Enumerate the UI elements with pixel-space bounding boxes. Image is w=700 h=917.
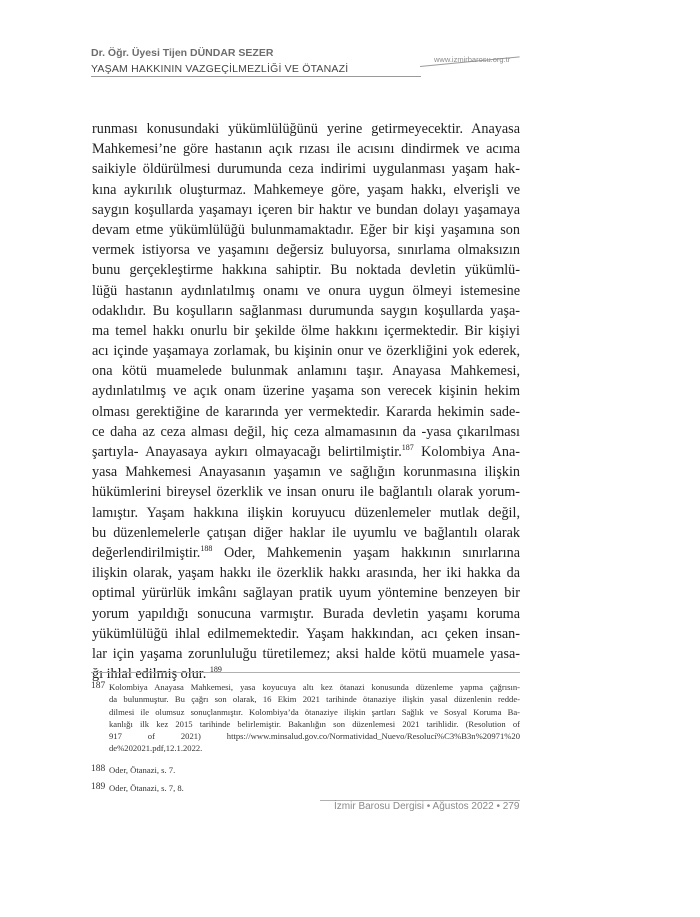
footnote-line: kanlığı ilk kez 2015 tarihinde belirlemiştir. Bakanlığın son düzenlemesi 2021 tarihlidir. (Resolution of — [109, 718, 520, 729]
header-author: Dr. Öğr. Üyesi Tijen DÜNDAR SEZER — [91, 47, 274, 59]
body-line: lar için yaşama zorunluluğu türetilemez; aksi halde kötü muamele yasa- — [92, 645, 520, 662]
footer-journal-page: İzmir Barosu Dergisi • Ağustos 2022 • 279 — [334, 801, 520, 812]
footnote-line: Kolombiya Anayasa Mahkemesi, yasa koyucuya altı kez ötanazi konusunda düzenleme yapma çağrısın- — [109, 682, 520, 692]
footnote-188 — [91, 764, 520, 776]
body-line: yorum yapıldığı sonucuna varmıştır. Burada devletin yaşamı koruma — [92, 605, 520, 622]
body-line: Mahkemesi’ne göre hastanın açık rızası ile acısını dindirmek ve acıma — [92, 141, 520, 158]
footnote-line: Oder, Ötanazi, s. 7. — [109, 765, 176, 775]
body-line: ğı ihlal edilmiş olur. $^{189}$ — [92, 665, 222, 683]
body-line: vermek istiyorsa ve yaşamını değersiz buluyorsa, sınırlama olmaksızın — [92, 242, 520, 259]
body-line: yasa Mahkemesi Anayasanın yaşamın ve sağlığın korunmasına ilişkin — [92, 464, 520, 481]
footnote-line: dilmesi ile olumsuz sonuçlanmıştır. Kolombiya’da ötanaziye ilişkin şartları Sağlık ve Sosyal Koruma Ba- — [109, 706, 520, 717]
body-line: değerlendirilmiştir.$^{188}$ Oder, Mahkemenin yaşam hakkının sınırlarına — [92, 543, 520, 561]
header-rule — [91, 76, 421, 77]
body-line: ma temel hakkı onurlu bir şekilde ölme hakkını içermektedir. Bir kişiyi — [92, 322, 520, 339]
footnote-189 — [91, 782, 520, 794]
body-line: yükümlülüğü ihlal edilmemektedir. Yaşam hakkından, acı çeken insan- — [92, 625, 520, 642]
body-line: devam etme yükümlülüğü bulunmamaktadır. Eğer bir kişi yaşamına son — [92, 221, 520, 238]
body-text — [92, 119, 520, 684]
footnote-ref[interactable]: 187 — [401, 443, 414, 452]
body-line: runması konusundaki yükümlülüğünü yerine getirmeyecektir. Anayasa — [92, 121, 520, 137]
footnote-ref[interactable]: 188 — [200, 543, 213, 553]
footnote-number: 189 — [91, 782, 106, 792]
body-line: ilişkin olarak, yaşam hakkı ile özerklik hakkı arasında, her iki hakka da — [92, 565, 520, 582]
header-url: www.izmirbarosu.org.tr — [434, 55, 511, 64]
body-line: aydınlatılmış ve açık onam üzerine yaşama son verecek kişinin hekim — [92, 383, 520, 400]
body-line: odaklıdır. Bu koşulların sağlanması durumunda saygın koşullarda yaşa- — [92, 302, 520, 319]
body-line: kına aykırılık oluşturmaz. Mahkemeye göre, yaşam hakkı, elverişli ve — [92, 181, 520, 198]
body-line: lamıştır. Yaşam hakkına ilişkin koruyucu düzenlemeler mutlak değil, — [92, 504, 520, 521]
header-title: YAŞAM HAKKININ VAZGEÇİLMEZLİĞİ VE ÖTANAZİ — [91, 63, 349, 75]
footnote-line: 917 of 2021) https://www.minsalud.gov.co/Normatividad_Nuevo/Resolucí%C3%B3n%20971%20 — [109, 731, 520, 742]
body-line: bu düzenlemelerle çatışan diğer haklar ile uyumlu ve bağlantılı olarak — [92, 524, 520, 541]
footnote-line: Oder, Ötanazi, s. 7, 8. — [109, 783, 184, 793]
footnote-line: de%202021.pdf,12.1.2022. — [109, 743, 203, 754]
body-line: ona kötü muamelede bulunmak anlamını taşır. Anayasa Mahkemesi, — [92, 363, 520, 380]
footnote-ref[interactable]: 189 — [209, 665, 222, 675]
body-line: şartıyla- Anayasaya aykırı olmayacağı belirtilmiştir.$^{187}$ Kolombiya Ana- — [92, 443, 520, 460]
body-line: saygın koşullarda yaşamayı içeren bir haktır ve bundan dolayı yaşamaya — [92, 201, 520, 218]
body-line: bunu gerçekleştirme hakkına sahiptir. Bu noktada devletin yükümlü- — [92, 262, 520, 279]
footnote-187 — [91, 681, 520, 755]
body-line: optimal yürürlük imkânı sağlayan pratik uyum yöntemine benzeyen bir — [92, 585, 520, 602]
body-line: ce daha az ceza alması değil, hiç ceza almamasının da -yasa çıkarılması — [92, 423, 520, 440]
body-line: olması gerektiğine de kararında yer vermektedir. Kararda hekimin sade- — [92, 403, 520, 420]
footnote-line: da bulunmuştur. Bu çağrı son olarak, 16 Ekim 2021 tarihinde ötanaziye ilişkin yasal düzenlenin redde- — [109, 694, 520, 705]
footnote-number: 187 — [91, 681, 106, 691]
body-line: lüğü hastanın aydınlatılmış onamı ve onura uygun ölmeyi istemesine — [92, 282, 520, 299]
footnote-number: 188 — [91, 764, 106, 774]
footnote-rule — [91, 672, 520, 673]
body-line: hükümlerini bireysel özerklik ve insan onuru ile bağlantılı olarak yorum- — [92, 484, 520, 501]
body-line: saikiyle öldürülmesi durumunda ceza indirimi uygulanması yaşam hak- — [92, 161, 520, 178]
body-line: acı içinde yaşamaya zorlamak, bu kişinin onur ve özerkliğini yok ederek, — [92, 343, 520, 360]
